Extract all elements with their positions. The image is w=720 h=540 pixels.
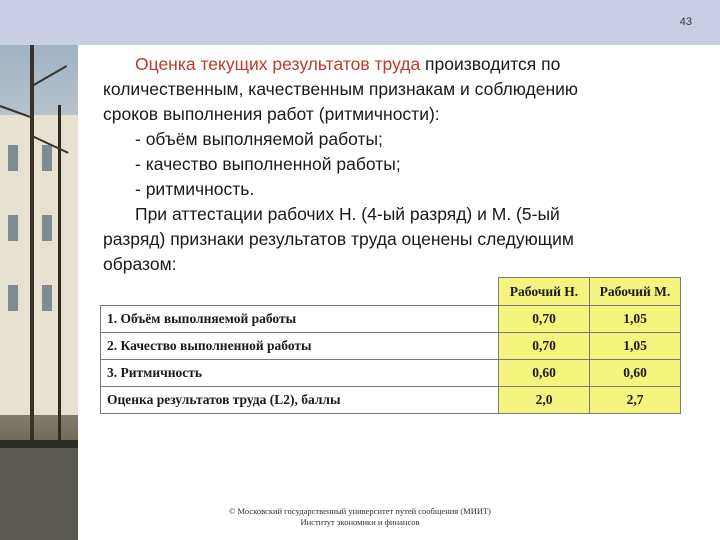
table-row bbox=[101, 306, 681, 333]
table-header-row bbox=[101, 278, 681, 306]
paragraph2-line-3: образом: bbox=[103, 254, 177, 274]
list-item-rhythm: - ритмичность. bbox=[135, 179, 255, 199]
value-worker-n: 0,60 bbox=[499, 360, 590, 387]
row-label: Оценка результатов труда (L2), баллы bbox=[101, 387, 499, 414]
value-worker-m: 2,7 bbox=[590, 387, 681, 414]
row-label: 1. Объём выполняемой работы bbox=[101, 306, 499, 333]
paragraph-line-3: сроков выполнения работ (ритмичности): bbox=[103, 104, 440, 124]
table-row-total bbox=[101, 387, 681, 414]
footer bbox=[0, 506, 720, 528]
footer-institute: Институт экономики и финансов bbox=[300, 517, 420, 527]
row-label: 3. Ритмичность bbox=[101, 360, 499, 387]
value-worker-n: 2,0 bbox=[499, 387, 590, 414]
page-number: 43 bbox=[679, 16, 692, 28]
paragraph2-line-2: разряд) признаки результатов труда оценены следующим bbox=[103, 229, 574, 249]
paragraph2-line-1: При аттестации рабочих Н. (4-ый разряд) и М. (5-ый bbox=[135, 204, 560, 224]
column-header-worker-n: Рабочий Н. bbox=[499, 278, 590, 306]
value-worker-m: 1,05 bbox=[590, 306, 681, 333]
list-item-volume: - объём выполняемой работы; bbox=[135, 129, 383, 149]
assessment-table bbox=[100, 277, 681, 414]
column-header-worker-m: Рабочий М. bbox=[590, 278, 681, 306]
paragraph-line-2: количественным, качественным признакам и соблюдению bbox=[103, 79, 579, 99]
paragraph-line-1: Оценка текущих результатов труда производится по bbox=[135, 54, 561, 74]
row-label: 2. Качество выполненной работы bbox=[101, 333, 499, 360]
header-band bbox=[0, 0, 720, 45]
footer-copyright: © Московский государственный университет путей сообщения (МИИТ) bbox=[228, 506, 492, 516]
table-row bbox=[101, 360, 681, 387]
value-worker-n: 0,70 bbox=[499, 306, 590, 333]
value-worker-m: 1,05 bbox=[590, 333, 681, 360]
decorative-photo bbox=[0, 45, 78, 540]
list-item-quality: - качество выполненной работы; bbox=[135, 154, 401, 174]
value-worker-m: 0,60 bbox=[590, 360, 681, 387]
table-row bbox=[101, 333, 681, 360]
body-text bbox=[103, 52, 683, 277]
value-worker-n: 0,70 bbox=[499, 333, 590, 360]
highlighted-phrase: Оценка текущих результатов труда bbox=[135, 54, 421, 74]
